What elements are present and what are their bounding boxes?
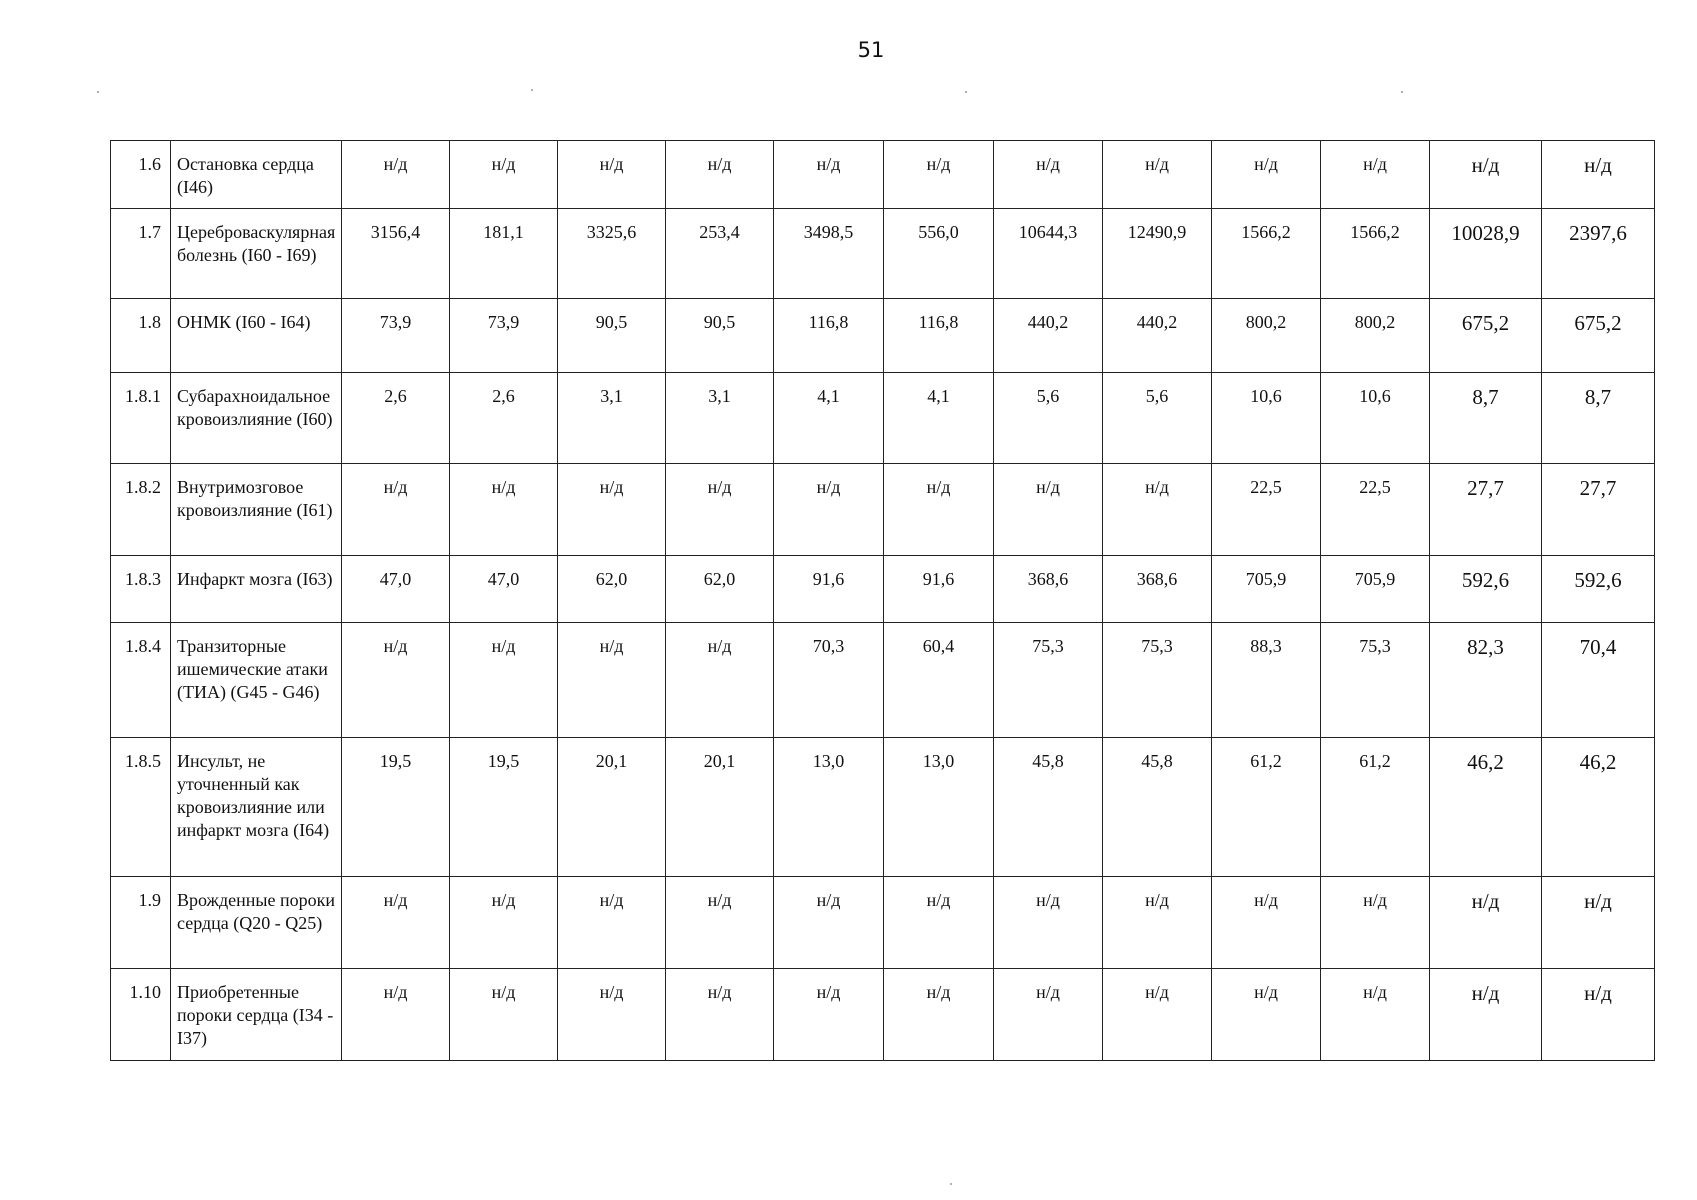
value-cell: 800,2 xyxy=(1212,299,1321,373)
value-cell: н/д xyxy=(342,969,450,1061)
value-cell: н/д xyxy=(342,464,450,556)
value-cell: н/д xyxy=(558,623,666,738)
value-cell: 2397,6 xyxy=(1542,209,1655,299)
value-cell: н/д xyxy=(342,877,450,969)
value-cell: н/д xyxy=(1212,141,1321,209)
value-cell: 82,3 xyxy=(1430,623,1542,738)
table-row xyxy=(111,738,1655,877)
value-cell: 592,6 xyxy=(1542,556,1655,623)
value-cell: 253,4 xyxy=(666,209,774,299)
value-cell: 8,7 xyxy=(1542,373,1655,464)
value-cell: 705,9 xyxy=(1321,556,1430,623)
value-cell: н/д xyxy=(342,623,450,738)
value-cell: н/д xyxy=(1321,877,1430,969)
value-cell: н/д xyxy=(558,969,666,1061)
value-cell: 1566,2 xyxy=(1321,209,1430,299)
value-cell: 10,6 xyxy=(1212,373,1321,464)
value-cell: 368,6 xyxy=(1103,556,1212,623)
value-cell: 20,1 xyxy=(558,738,666,877)
value-cell: 12490,9 xyxy=(1103,209,1212,299)
row-name-cell: Субарахноидальное кровоизлияние (I60) xyxy=(171,373,342,464)
row-number-cell: 1.8.5 xyxy=(111,738,171,877)
row-name-cell: Приобретенные пороки сердца (I34 - I37) xyxy=(171,969,342,1061)
value-cell: 45,8 xyxy=(1103,738,1212,877)
value-cell: н/д xyxy=(774,877,884,969)
value-cell: 13,0 xyxy=(884,738,994,877)
value-cell: 368,6 xyxy=(994,556,1103,623)
value-cell: н/д xyxy=(450,141,558,209)
value-cell: 4,1 xyxy=(774,373,884,464)
table-row xyxy=(111,877,1655,969)
value-cell: 46,2 xyxy=(1430,738,1542,877)
value-cell: н/д xyxy=(666,623,774,738)
value-cell: 75,3 xyxy=(1321,623,1430,738)
table-row xyxy=(111,373,1655,464)
value-cell: 70,4 xyxy=(1542,623,1655,738)
value-cell: н/д xyxy=(450,877,558,969)
value-cell: 27,7 xyxy=(1542,464,1655,556)
value-cell: 181,1 xyxy=(450,209,558,299)
row-number-cell: 1.10 xyxy=(111,969,171,1061)
value-cell: 88,3 xyxy=(1212,623,1321,738)
value-cell: н/д xyxy=(1103,141,1212,209)
value-cell: 61,2 xyxy=(1321,738,1430,877)
value-cell: 19,5 xyxy=(450,738,558,877)
value-cell: н/д xyxy=(994,877,1103,969)
value-cell: н/д xyxy=(1542,877,1655,969)
value-cell: 62,0 xyxy=(558,556,666,623)
row-number-cell: 1.8.1 xyxy=(111,373,171,464)
value-cell: 3325,6 xyxy=(558,209,666,299)
value-cell: н/д xyxy=(1542,141,1655,209)
row-number-cell: 1.8.4 xyxy=(111,623,171,738)
value-cell: н/д xyxy=(1430,877,1542,969)
value-cell: 73,9 xyxy=(450,299,558,373)
data-table xyxy=(110,140,1655,1061)
value-cell: 10644,3 xyxy=(994,209,1103,299)
row-number-cell: 1.7 xyxy=(111,209,171,299)
row-number-cell: 1.8.3 xyxy=(111,556,171,623)
value-cell: 675,2 xyxy=(1430,299,1542,373)
value-cell: 46,2 xyxy=(1542,738,1655,877)
value-cell: 705,9 xyxy=(1212,556,1321,623)
value-cell: н/д xyxy=(1212,969,1321,1061)
value-cell: 75,3 xyxy=(1103,623,1212,738)
value-cell: 3,1 xyxy=(666,373,774,464)
row-name-cell: Внутримозговое кровоизлияние (I61) xyxy=(171,464,342,556)
value-cell: 592,6 xyxy=(1430,556,1542,623)
value-cell: н/д xyxy=(884,464,994,556)
value-cell: н/д xyxy=(994,141,1103,209)
value-cell: 47,0 xyxy=(342,556,450,623)
row-number-cell: 1.9 xyxy=(111,877,171,969)
value-cell: н/д xyxy=(1103,464,1212,556)
value-cell: 8,7 xyxy=(1430,373,1542,464)
value-cell: 5,6 xyxy=(1103,373,1212,464)
value-cell: н/д xyxy=(884,141,994,209)
value-cell: н/д xyxy=(994,464,1103,556)
value-cell: 10028,9 xyxy=(1430,209,1542,299)
value-cell: 3156,4 xyxy=(342,209,450,299)
value-cell: 10,6 xyxy=(1321,373,1430,464)
row-name-cell: Инфаркт мозга (I63) xyxy=(171,556,342,623)
value-cell: н/д xyxy=(558,877,666,969)
value-cell: 91,6 xyxy=(774,556,884,623)
value-cell: н/д xyxy=(774,969,884,1061)
row-number-cell: 1.8 xyxy=(111,299,171,373)
value-cell: 5,6 xyxy=(994,373,1103,464)
table-row xyxy=(111,464,1655,556)
value-cell: н/д xyxy=(450,623,558,738)
table-body xyxy=(111,141,1655,1061)
value-cell: 3498,5 xyxy=(774,209,884,299)
value-cell: 27,7 xyxy=(1430,464,1542,556)
value-cell: 116,8 xyxy=(884,299,994,373)
row-name-cell: Транзиторные ишемические атаки (ТИА) (G45 - G46) xyxy=(171,623,342,738)
value-cell: 75,3 xyxy=(994,623,1103,738)
value-cell: 90,5 xyxy=(558,299,666,373)
row-name-cell: Остановка сердца (I46) xyxy=(171,141,342,209)
value-cell: 3,1 xyxy=(558,373,666,464)
value-cell: 22,5 xyxy=(1212,464,1321,556)
value-cell: 90,5 xyxy=(666,299,774,373)
value-cell: н/д xyxy=(1321,141,1430,209)
value-cell: н/д xyxy=(558,464,666,556)
value-cell: 62,0 xyxy=(666,556,774,623)
value-cell: 70,3 xyxy=(774,623,884,738)
value-cell: н/д xyxy=(1430,141,1542,209)
table-row xyxy=(111,141,1655,209)
value-cell: н/д xyxy=(884,877,994,969)
value-cell: н/д xyxy=(774,464,884,556)
value-cell: 61,2 xyxy=(1212,738,1321,877)
value-cell: н/д xyxy=(774,141,884,209)
value-cell: 440,2 xyxy=(994,299,1103,373)
value-cell: 91,6 xyxy=(884,556,994,623)
value-cell: н/д xyxy=(1212,877,1321,969)
value-cell: 800,2 xyxy=(1321,299,1430,373)
value-cell: 675,2 xyxy=(1542,299,1655,373)
value-cell: н/д xyxy=(450,969,558,1061)
value-cell: н/д xyxy=(1103,969,1212,1061)
value-cell: 45,8 xyxy=(994,738,1103,877)
value-cell: н/д xyxy=(666,877,774,969)
value-cell: 60,4 xyxy=(884,623,994,738)
value-cell: 440,2 xyxy=(1103,299,1212,373)
page-number: 51 xyxy=(857,38,885,62)
value-cell: н/д xyxy=(994,969,1103,1061)
value-cell: 1566,2 xyxy=(1212,209,1321,299)
value-cell: н/д xyxy=(1542,969,1655,1061)
value-cell: 19,5 xyxy=(342,738,450,877)
value-cell: 116,8 xyxy=(774,299,884,373)
table-row xyxy=(111,623,1655,738)
value-cell: 20,1 xyxy=(666,738,774,877)
table-row xyxy=(111,556,1655,623)
row-name-cell: ОНМК (I60 - I64) xyxy=(171,299,342,373)
value-cell: 47,0 xyxy=(450,556,558,623)
value-cell: 2,6 xyxy=(450,373,558,464)
table-row xyxy=(111,209,1655,299)
table-row xyxy=(111,969,1655,1061)
table-row xyxy=(111,299,1655,373)
value-cell: н/д xyxy=(884,969,994,1061)
value-cell: н/д xyxy=(666,969,774,1061)
value-cell: н/д xyxy=(450,464,558,556)
value-cell: н/д xyxy=(666,141,774,209)
value-cell: н/д xyxy=(1103,877,1212,969)
row-name-cell: Цереброваскулярная болезнь (I60 - I69) xyxy=(171,209,342,299)
value-cell: 556,0 xyxy=(884,209,994,299)
row-name-cell: Инсульт, не уточненный как кровоизлияние или инфаркт мозга (I64) xyxy=(171,738,342,877)
row-name-cell: Врожденные пороки сердца (Q20 - Q25) xyxy=(171,877,342,969)
row-number-cell: 1.6 xyxy=(111,141,171,209)
value-cell: н/д xyxy=(558,141,666,209)
value-cell: 22,5 xyxy=(1321,464,1430,556)
value-cell: н/д xyxy=(666,464,774,556)
row-number-cell: 1.8.2 xyxy=(111,464,171,556)
value-cell: н/д xyxy=(342,141,450,209)
value-cell: н/д xyxy=(1321,969,1430,1061)
value-cell: 4,1 xyxy=(884,373,994,464)
value-cell: н/д xyxy=(1430,969,1542,1061)
value-cell: 13,0 xyxy=(774,738,884,877)
value-cell: 2,6 xyxy=(342,373,450,464)
value-cell: 73,9 xyxy=(342,299,450,373)
